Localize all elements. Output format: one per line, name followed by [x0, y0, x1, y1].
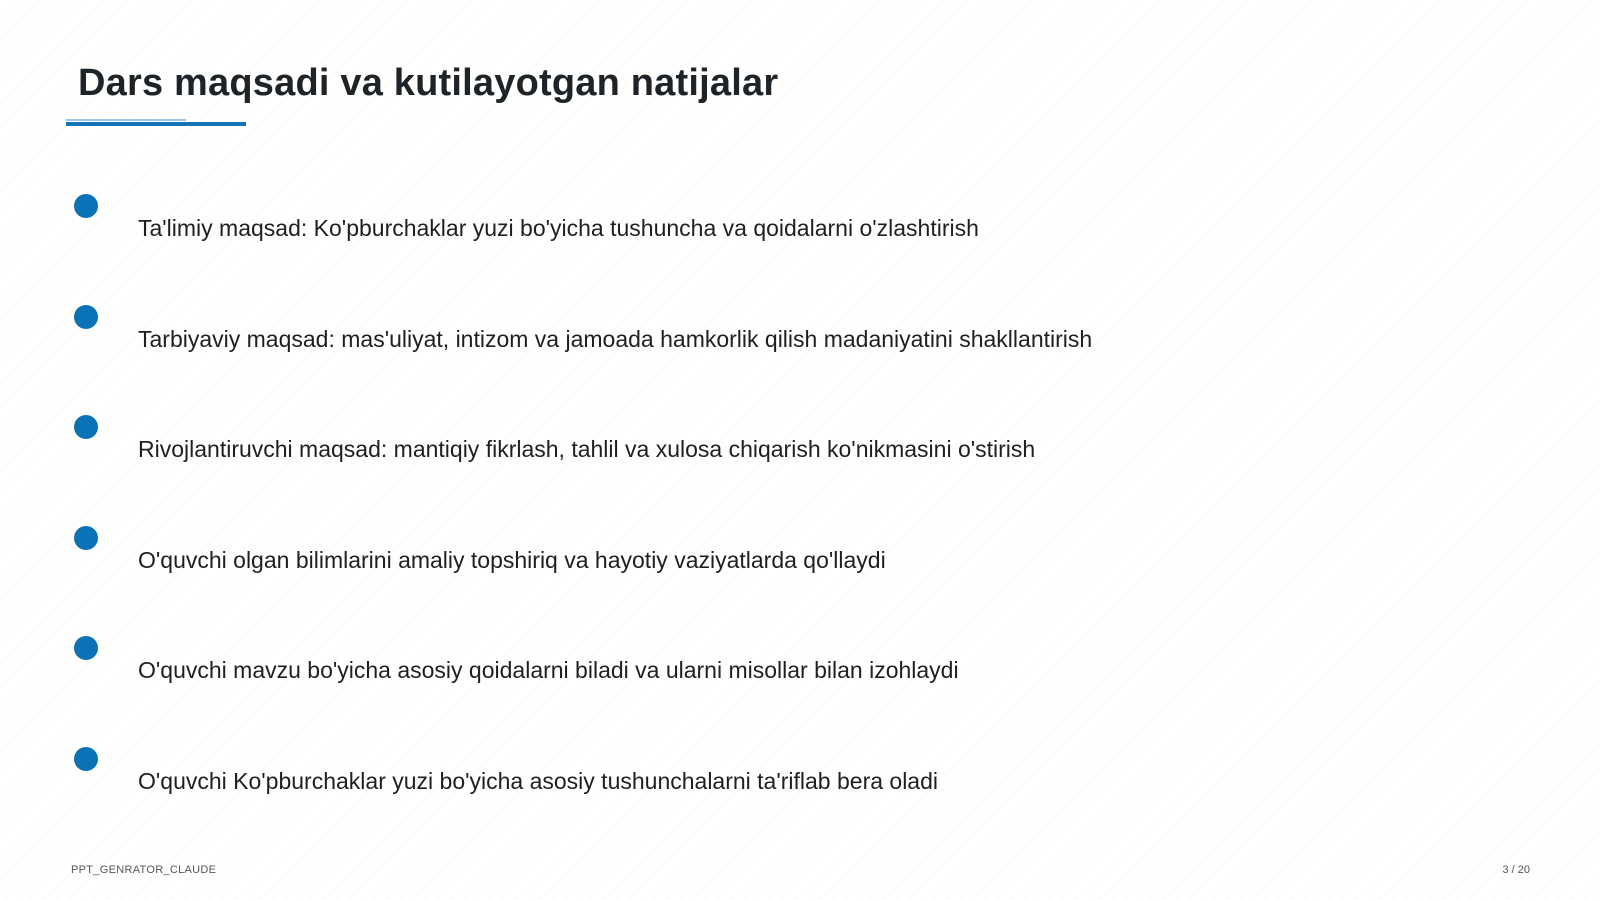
- bullet-dot-icon: [74, 305, 98, 329]
- title-underline: [66, 122, 246, 126]
- bullet-item: [0, 636, 1400, 696]
- bullet-text: O'quvchi mavzu bo'yicha asosiy qoidalarni biladi va ularni misollar bilan izohlaydi: [138, 657, 959, 683]
- bullet-dot-icon: [74, 415, 98, 439]
- footer-generator-label: PPT_GENRATOR_CLAUDE: [71, 864, 217, 876]
- bullet-item: [0, 747, 1400, 807]
- bullet-text: O'quvchi Ko'pburchaklar yuzi bo'yicha asosiy tushunchalarni ta'riflab bera oladi: [138, 768, 939, 794]
- bullet-item: [0, 305, 1400, 365]
- bullet-item: [0, 194, 1400, 254]
- bullet-dot-icon: [74, 747, 98, 771]
- page-indicator: 3 / 20: [1502, 864, 1530, 876]
- bullet-dot-icon: [74, 194, 98, 218]
- bullet-item: [0, 415, 1400, 475]
- bullet-text: Tarbiyaviy maqsad: mas'uliyat, intizom va jamoada hamkorlik qilish madaniyatini shakllantirish: [138, 326, 1093, 352]
- bullet-item: [0, 526, 1400, 586]
- bullet-text: O'quvchi olgan bilimlarini amaliy topshiriq va hayotiy vaziyatlarda qo'llaydi: [138, 547, 886, 573]
- title-underline-highlight: [66, 119, 186, 121]
- bullet-dot-icon: [74, 526, 98, 550]
- slide-title: Dars maqsadi va kutilayotgan natijalar: [78, 62, 779, 104]
- bullet-dot-icon: [74, 636, 98, 660]
- bullet-text: Ta'limiy maqsad: Ko'pburchaklar yuzi bo'yicha tushuncha va qoidalarni o'zlashtirish: [138, 215, 979, 241]
- bullet-text: Rivojlantiruvchi maqsad: mantiqiy fikrlash, tahlil va xulosa chiqarish ko'nikmasini o'stirish: [138, 436, 1036, 462]
